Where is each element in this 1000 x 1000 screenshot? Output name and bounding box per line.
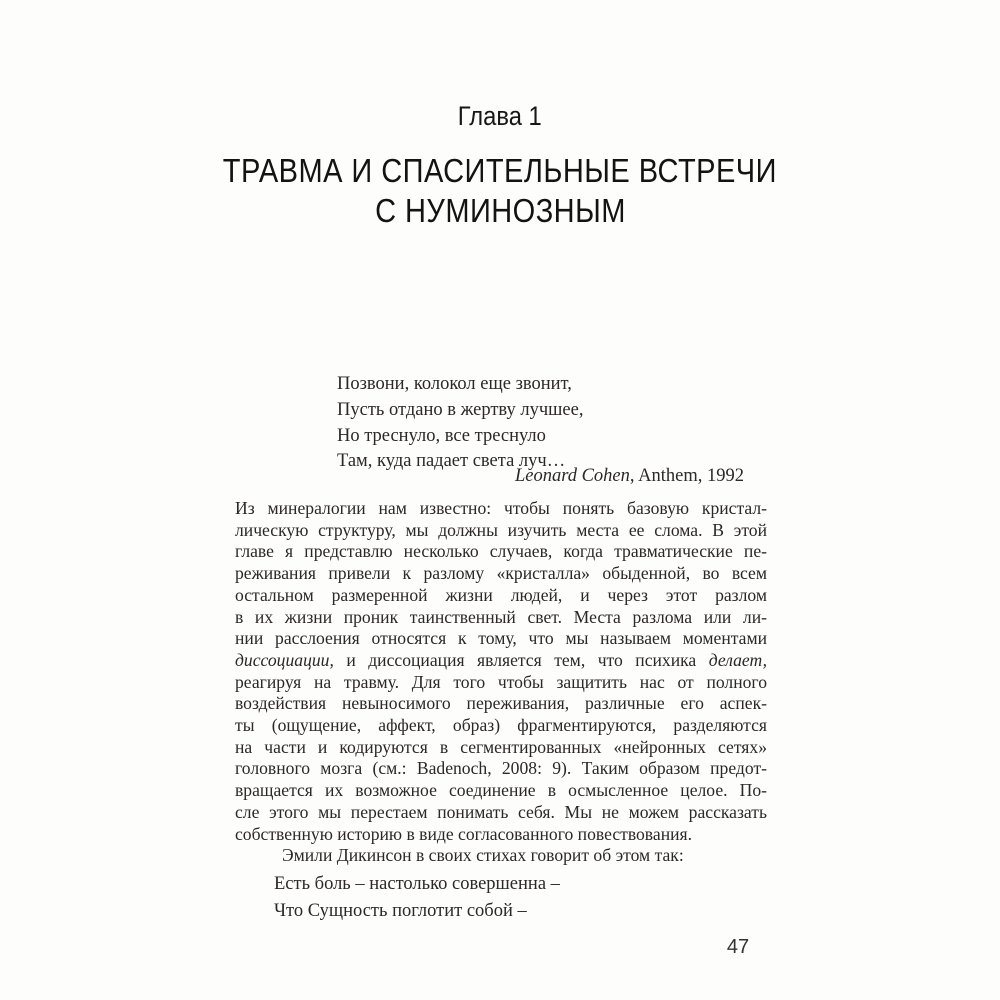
emphasized-text: делает, — [708, 649, 767, 670]
epigraph-source: , Anthem, 1992 — [629, 466, 744, 486]
body-text-segment: собственную историю в виде согласованного повествования. — [235, 823, 693, 844]
body-text-segment: на части и кодируются в сегментированных «нейронных сетях» — [235, 736, 767, 757]
body-line — [235, 520, 767, 542]
text-line: Что Сущность поглотит собой – — [274, 901, 527, 921]
epigraph-attribution — [337, 466, 744, 487]
body-text-segment: сле этого мы перестаем понимать себя. Мы не можем рассказать — [235, 801, 767, 822]
body-line — [235, 563, 767, 585]
body-line — [235, 498, 767, 520]
text-line: Есть боль – настолько совершенна – — [274, 874, 560, 894]
body-text-segment: и диссоциация является тем, что психика — [333, 649, 709, 670]
body-line — [235, 780, 767, 802]
text-line: Пусть отдано в жертву лучшее, — [337, 399, 584, 420]
body-text-segment: реагируя на травму. Для того чтобы защитить нас от полного — [235, 671, 767, 692]
text-line: Позвони, колокол еще звонит, — [337, 374, 572, 394]
body-line — [235, 802, 767, 824]
body-text-segment: Эмили Дикинсон в своих стихах говорит об этом так: — [282, 845, 684, 866]
text-line: Там, куда падает света луч… — [337, 451, 566, 472]
body-line — [235, 824, 767, 846]
body-text-segment: Из минералогии нам известно: чтобы понять базовую кристал- — [235, 498, 767, 518]
body-line — [235, 650, 767, 672]
body-line — [235, 672, 767, 694]
chapter-title — [0, 151, 1000, 231]
emphasized-text: диссоциации, — [235, 649, 334, 670]
chapter-label — [0, 101, 1000, 132]
body-text-segment: реживания привели к разлому «кристалла» обыденной, во всем — [235, 563, 767, 584]
body-line — [235, 758, 767, 780]
body-text-segment: вращается их возможное соединение в осмысленное целое. По- — [235, 780, 767, 801]
body-line — [235, 541, 767, 563]
epigraph-verse — [337, 372, 744, 475]
chapter-title-line-1: ТРАВМА И СПАСИТЕЛЬНЫЕ ВСТРЕЧИ — [222, 152, 778, 189]
body-text-segment: главе я представлю несколько случаев, когда травматические пе- — [235, 541, 767, 562]
page-number: 47 — [726, 936, 750, 958]
body-line — [235, 628, 767, 650]
body-text-segment: воздействия невыносимого переживания, различные его аспек- — [235, 693, 767, 714]
body-text — [235, 498, 767, 867]
text-line: Но треснуло, все треснуло — [337, 425, 546, 446]
chapter-label-text: Глава 1 — [457, 101, 542, 131]
body-text-segment: в их жизни проник таинственный свет. Места разлома или ли- — [235, 606, 767, 627]
body-line — [235, 585, 767, 607]
body-text-segment: ты (ощущение, аффект, образ) фрагментируются, разделяются — [235, 715, 767, 736]
body-line — [235, 693, 767, 715]
body-text-segment: нии расслоения относятся к тому, что мы называем моментами — [235, 628, 767, 649]
body-line — [235, 715, 767, 737]
poem-excerpt — [274, 871, 560, 925]
epigraph-author: Leonard Cohen — [514, 466, 630, 486]
body-text-segment: головного мозга (см.: Badenoch, 2008: 9). Таким образом предот- — [235, 758, 767, 779]
body-text-segment: лическую структуру, мы должны изучить места ее слома. В этой — [235, 519, 767, 540]
body-line — [235, 607, 767, 629]
body-line — [235, 737, 767, 759]
body-line — [235, 845, 767, 867]
body-text-segment: остальном размеренной жизни людей, и через этот разлом — [235, 584, 767, 605]
chapter-title-line-2: С НУМИНОЗНЫМ — [374, 192, 626, 229]
